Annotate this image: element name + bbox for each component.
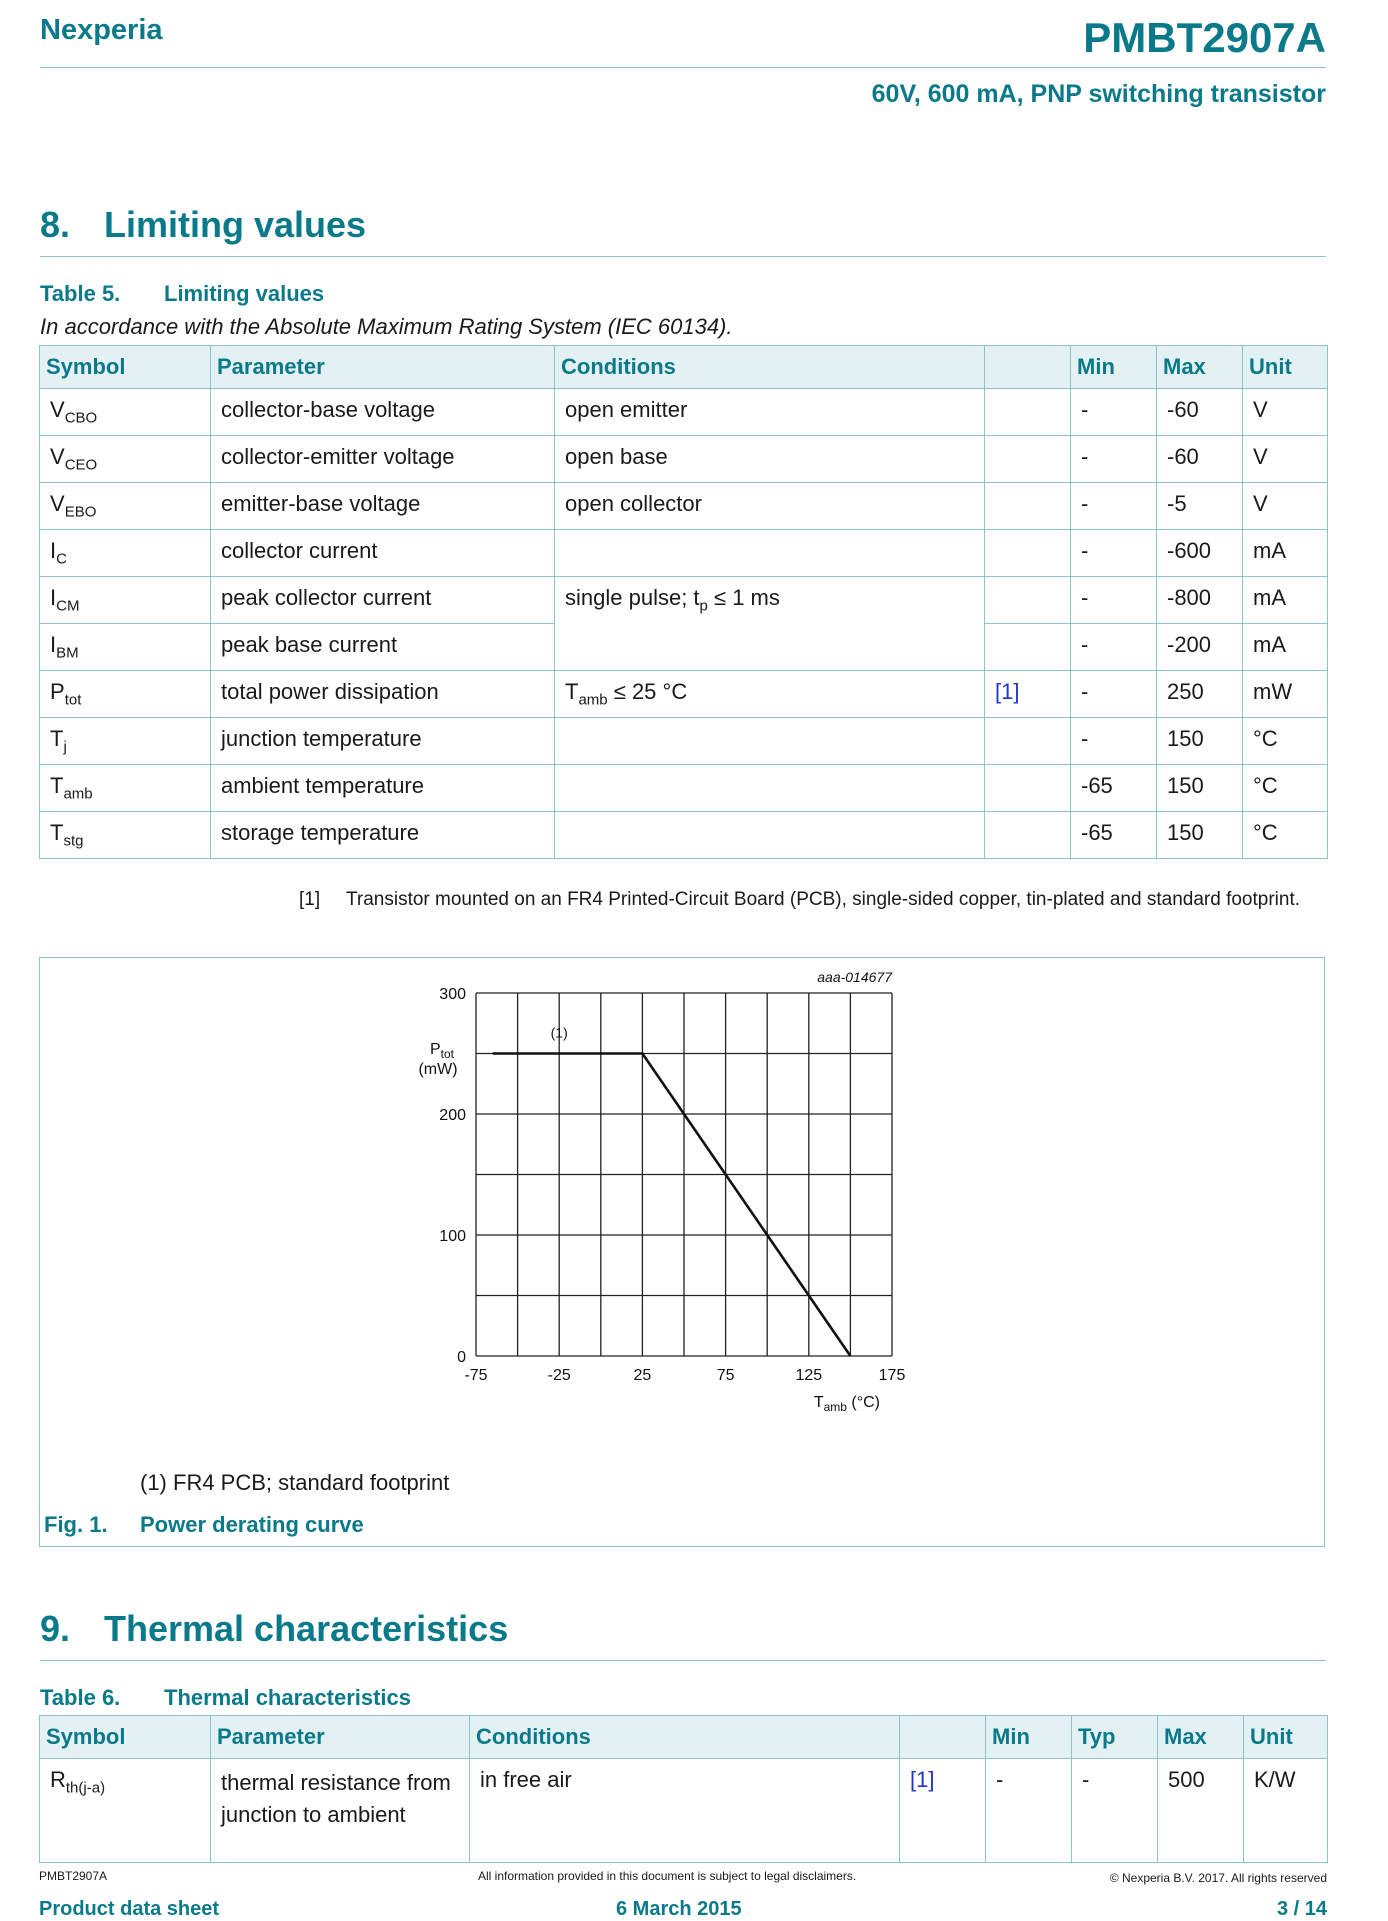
symbol-base: V [50, 491, 65, 516]
symbol-cell [40, 624, 211, 671]
table-label: Table 6. [40, 1685, 121, 1710]
unit-cell: mW [1243, 671, 1328, 718]
figure-title: Power derating curve [140, 1512, 364, 1537]
footnote-marker: [1] [299, 889, 321, 910]
max-cell: 500 [1158, 1759, 1244, 1863]
column-header [985, 346, 1071, 389]
symbol-base: V [50, 444, 65, 469]
conditions-cell: open collector [555, 483, 985, 530]
derating-curve [493, 1054, 851, 1357]
column-header: Typ [1072, 1716, 1158, 1759]
conditions-cell: in free air [470, 1759, 900, 1863]
min-cell: -65 [1071, 765, 1157, 812]
symbol-cell [40, 718, 211, 765]
symbol-base: T [50, 820, 64, 845]
min-cell: - [986, 1759, 1072, 1863]
symbol-base: T [50, 773, 64, 798]
column-header: Unit [1243, 346, 1328, 389]
column-header: Parameter [211, 1716, 470, 1759]
symbol-cell [40, 1759, 211, 1863]
reference-cell [985, 624, 1071, 671]
conditions-cell: open base [555, 436, 985, 483]
y-axis-unit: (mW) [418, 1061, 458, 1078]
max-cell: -60 [1157, 389, 1243, 436]
header-divider [40, 67, 1326, 68]
max-cell: -800 [1157, 577, 1243, 624]
reference-cell [900, 1759, 986, 1863]
footer-disclaimer: All information provided in this document is subject to legal disclaimers. [478, 1869, 857, 1883]
min-cell: - [1071, 577, 1157, 624]
min-cell: - [1071, 436, 1157, 483]
table-row [40, 718, 1328, 765]
unit-cell: V [1243, 436, 1328, 483]
table-row [40, 483, 1328, 530]
parameter-cell: ambient temperature [211, 765, 555, 812]
footnote-text: Transistor mounted on an FR4 Printed-Circuit Board (PCB), single-sided copper, tin-plated and standard footprint. [346, 889, 1300, 910]
conditions-cell [555, 812, 985, 859]
y-tick-label: 200 [439, 1107, 466, 1124]
table-header-row [40, 1716, 1328, 1759]
min-cell: - [1071, 389, 1157, 436]
footnote-link[interactable]: [1] [995, 679, 1020, 704]
brand-name: Nexperia [40, 14, 163, 46]
section-number: 9. [40, 1608, 71, 1649]
section-heading-limiting-values [40, 204, 366, 246]
section-heading-thermal [40, 1608, 508, 1650]
table-row [40, 812, 1328, 859]
section-divider [40, 1660, 1326, 1661]
max-cell: 150 [1157, 812, 1243, 859]
max-cell: -200 [1157, 624, 1243, 671]
footer-date: 6 March 2015 [616, 1898, 742, 1920]
figure-label: Fig. 1. [44, 1512, 108, 1537]
symbol-subscript: amb [63, 785, 93, 803]
symbol-base: I [50, 632, 57, 657]
symbol-cell [40, 577, 211, 624]
symbol-subscript: EBO [64, 503, 97, 521]
reference-cell [985, 765, 1071, 812]
conditions-cell [555, 530, 985, 577]
section-divider [40, 256, 1326, 257]
unit-cell: mA [1243, 624, 1328, 671]
table-row [40, 389, 1328, 436]
table-header-row [40, 346, 1328, 389]
min-cell: -65 [1071, 812, 1157, 859]
table-row [40, 1759, 1328, 1863]
max-cell: 250 [1157, 671, 1243, 718]
x-tick-label: 125 [795, 1367, 823, 1384]
column-header: Conditions [470, 1716, 900, 1759]
column-header: Symbol [40, 346, 211, 389]
column-header: Max [1157, 346, 1243, 389]
unit-cell: mA [1243, 577, 1328, 624]
x-tick-label: 175 [878, 1367, 906, 1384]
min-cell: - [1071, 718, 1157, 765]
y-tick-label: 300 [439, 986, 466, 1003]
symbol-base: P [50, 679, 65, 704]
symbol-subscript: BM [56, 644, 79, 662]
min-cell: - [1071, 671, 1157, 718]
section-title: Thermal characteristics [104, 1608, 509, 1649]
figure-code: aaa-014677 [817, 969, 892, 985]
footer-doc-type: Product data sheet [39, 1898, 220, 1920]
x-tick-label: -25 [547, 1367, 571, 1384]
page-number: 3 / 14 [1276, 1898, 1327, 1920]
figure-frame [39, 957, 1325, 1547]
max-cell: 150 [1157, 718, 1243, 765]
symbol-base: I [50, 585, 57, 610]
reference-cell [985, 812, 1071, 859]
reference-cell [985, 577, 1071, 624]
symbol-subscript: C [56, 550, 67, 568]
y-tick-label: 100 [439, 1228, 466, 1245]
unit-cell: °C [1243, 765, 1328, 812]
x-axis-label: $T_{amb}$ (°C) [813, 1394, 880, 1414]
limiting-values-table [39, 345, 1328, 859]
symbol-base: R [50, 1767, 66, 1792]
symbol-subscript: stg [63, 832, 84, 850]
table-note: In accordance with the Absolute Maximum Rating System (IEC 60134). [40, 314, 733, 339]
x-tick-label: -75 [464, 1367, 488, 1384]
column-header: Min [986, 1716, 1072, 1759]
parameter-cell: peak base current [211, 624, 555, 671]
reference-cell [985, 483, 1071, 530]
symbol-cell [40, 389, 211, 436]
section-number: 8. [40, 204, 71, 245]
footnote-link[interactable]: [1] [910, 1767, 935, 1792]
table-row [40, 671, 1328, 718]
symbol-subscript: CEO [64, 456, 98, 474]
max-cell: -600 [1157, 530, 1243, 577]
symbol-cell [40, 483, 211, 530]
power-derating-chart [40, 958, 1326, 1548]
table-row [40, 577, 1328, 624]
unit-cell: °C [1243, 812, 1328, 859]
parameter-cell: collector-base voltage [211, 389, 555, 436]
x-tick-label: 25 [633, 1367, 652, 1384]
document-subtitle: 60V, 600 mA, PNP switching transistor [871, 80, 1326, 108]
symbol-subscript: th(j-a) [65, 1779, 106, 1797]
min-cell: - [1071, 530, 1157, 577]
table-label: Table 5. [40, 281, 121, 306]
table-caption [40, 1685, 411, 1711]
section-title: Limiting values [104, 204, 367, 245]
parameter-cell: collector current [211, 530, 555, 577]
symbol-cell [40, 436, 211, 483]
column-header: Unit [1244, 1716, 1328, 1759]
reference-cell [985, 718, 1071, 765]
unit-cell: °C [1243, 718, 1328, 765]
column-header: Symbol [40, 1716, 211, 1759]
table-title: Limiting values [164, 281, 325, 306]
document-id: PMBT2907A [1083, 14, 1326, 61]
column-header: Parameter [211, 346, 555, 389]
figure-legend: (1) FR4 PCB; standard footprint [140, 1470, 450, 1495]
parameter-cell: storage temperature [211, 812, 555, 859]
reference-cell [985, 530, 1071, 577]
table-row [40, 765, 1328, 812]
max-cell: 150 [1157, 765, 1243, 812]
reference-cell [985, 671, 1071, 718]
parameter-cell: junction temperature [211, 718, 555, 765]
parameter-cell: total power dissipation [211, 671, 555, 718]
curve-marker-label: (1) [550, 1024, 568, 1041]
x-tick-label: 75 [716, 1367, 735, 1384]
figure-caption [44, 1512, 364, 1538]
unit-cell: K/W [1244, 1759, 1328, 1863]
symbol-base: V [50, 397, 65, 422]
column-header: Max [1158, 1716, 1244, 1759]
column-header [900, 1716, 986, 1759]
table-title: Thermal characteristics [164, 1685, 412, 1710]
column-header: Min [1071, 346, 1157, 389]
symbol-cell [40, 765, 211, 812]
symbol-subscript: j [63, 738, 67, 756]
symbol-base: I [50, 538, 57, 563]
thermal-characteristics-table [39, 1715, 1328, 1863]
table-row [40, 436, 1328, 483]
max-cell: -60 [1157, 436, 1243, 483]
max-cell: -5 [1157, 483, 1243, 530]
symbol-cell [40, 530, 211, 577]
conditions-cell: open emitter [555, 389, 985, 436]
conditions-cell: $T_{amb} \le 25$ °C [555, 671, 985, 718]
reference-cell [985, 436, 1071, 483]
footer-copyright: © Nexperia B.V. 2017. All rights reserved [1109, 1871, 1327, 1885]
column-header: Conditions [555, 346, 985, 389]
footer-doc-id: PMBT2907A [39, 1869, 108, 1883]
conditions-cell [555, 718, 985, 765]
parameter-cell: thermal resistance from junction to ambient [211, 1759, 470, 1863]
y-tick-label: 0 [457, 1349, 466, 1366]
typ-cell: - [1072, 1759, 1158, 1863]
unit-cell: V [1243, 483, 1328, 530]
symbol-subscript: tot [64, 691, 82, 709]
table-caption [40, 281, 324, 307]
symbol-subscript: CM [56, 597, 80, 615]
symbol-base: T [50, 726, 64, 751]
conditions-cell: single pulse; $t_p \le 1$ ms [555, 577, 985, 671]
conditions-cell [555, 765, 985, 812]
y-axis-label: $P_{tot}$ [429, 1041, 455, 1061]
parameter-cell: collector-emitter voltage [211, 436, 555, 483]
symbol-cell [40, 812, 211, 859]
min-cell: - [1071, 624, 1157, 671]
table-row [40, 530, 1328, 577]
unit-cell: mA [1243, 530, 1328, 577]
unit-cell: V [1243, 389, 1328, 436]
parameter-cell: peak collector current [211, 577, 555, 624]
min-cell: - [1071, 483, 1157, 530]
parameter-cell: emitter-base voltage [211, 483, 555, 530]
symbol-subscript: CBO [64, 409, 98, 427]
reference-cell [985, 389, 1071, 436]
symbol-cell [40, 671, 211, 718]
